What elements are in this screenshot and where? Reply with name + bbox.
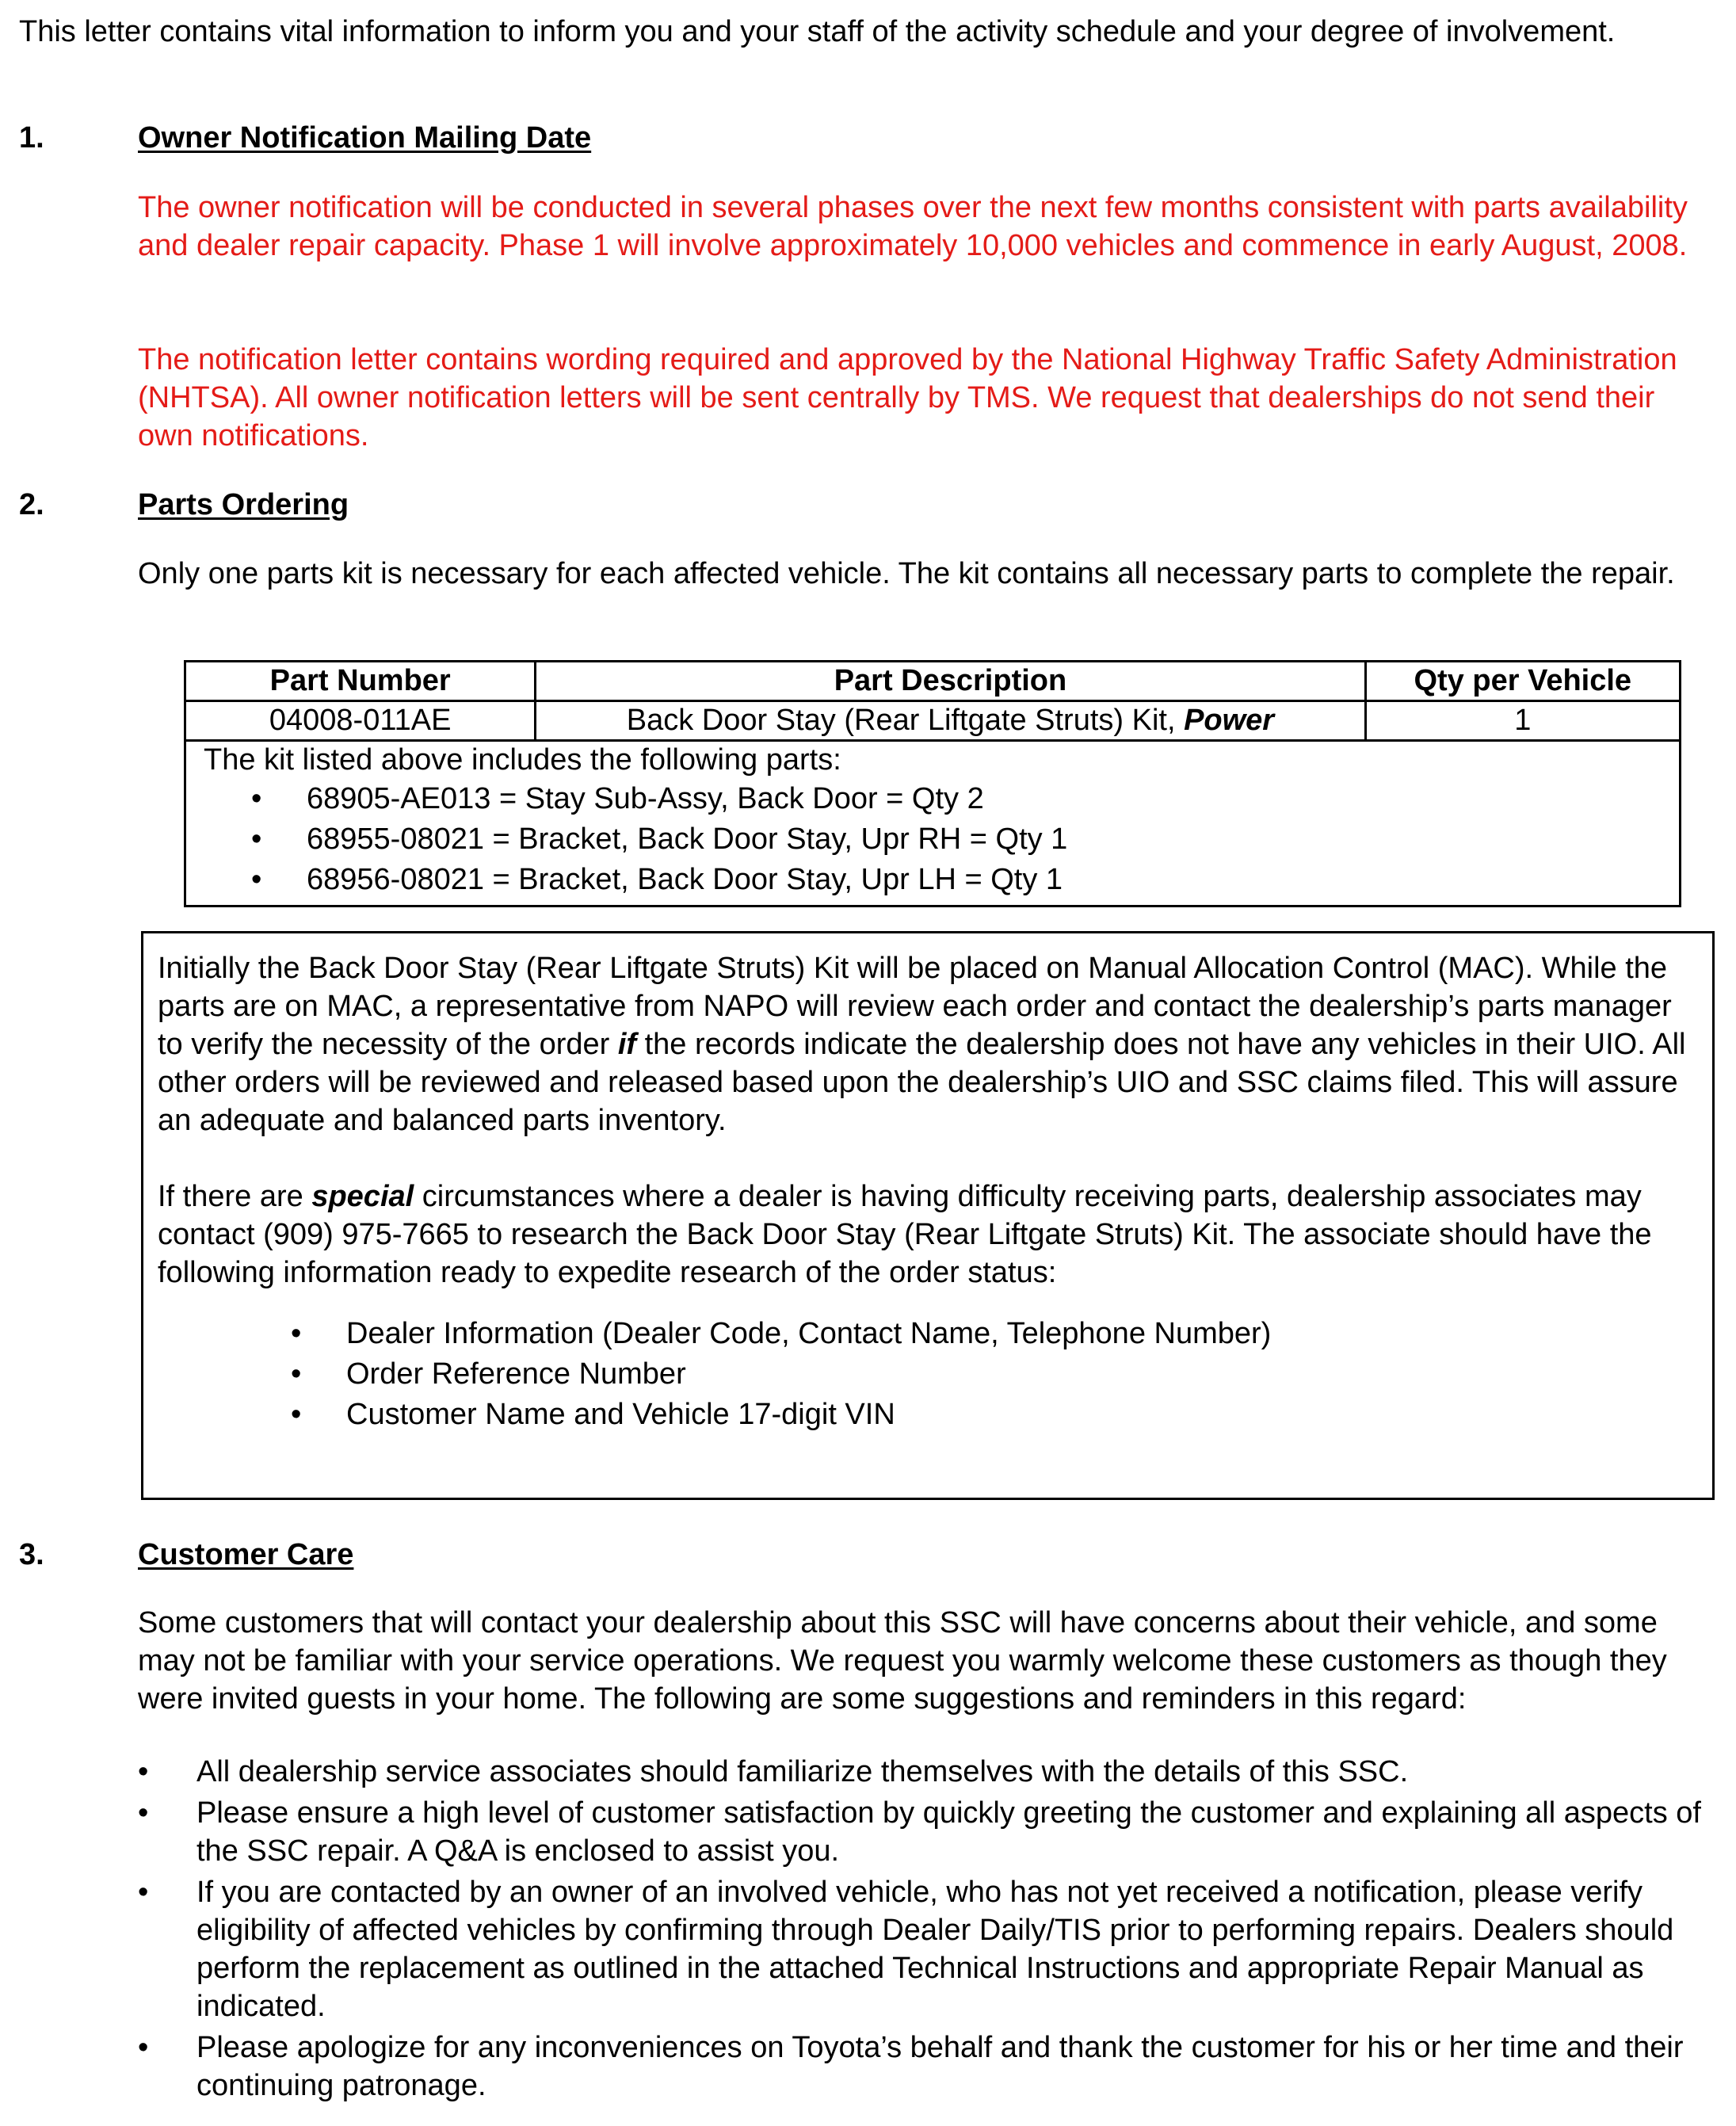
cell-part-number: 04008-011AE [185, 701, 536, 741]
cell-qty: 1 [1365, 701, 1680, 741]
list-item: • Please ensure a high level of customer satisfaction by quickly greeting the customer and explaining all aspects of the SSC repair. A Q&A is enclosed to assist you. [138, 1794, 1715, 1870]
list-item: • 68956-08021 = Bracket, Back Door Stay, Upr LH = Qty 1 [251, 860, 1679, 900]
list-item: • Dealer Information (Dealer Code, Contact Name, Telephone Number) [291, 1314, 1698, 1354]
parts-table-header-row [185, 662, 1681, 701]
section-1-paragraph-2: The notification letter contains wording required and approved by the National Highway Traffic Safety Administration (NHTSA). All owner notification letters will be sent centrally by TMS. We request that dealerships do not send their own notifications. [138, 343, 1677, 452]
list-item: • Order Reference Number [291, 1354, 1698, 1395]
list-item: • 68905-AE013 = Stay Sub-Assy, Back Door = Qty 2 [251, 779, 1679, 819]
intro-paragraph: This letter contains vital information to inform you and your staff of the activity schedule and your degree of involvement. [19, 15, 1616, 48]
kit-contents-row [185, 741, 1681, 907]
note-paragraph-1 [158, 949, 1703, 1139]
parts-table [184, 660, 1681, 907]
kit-item-list [204, 779, 1679, 900]
note-p2-text-b: circumstances where a dealer is having difficulty receiving parts, dealership associates may contact (909) 975-7665 to research the Back Door Stay (Rear Liftgate Struts) Kit. The associate should have the following information ready to expedite research of the order status: [158, 1180, 1652, 1289]
note-p1-text-b: the records indicate the dealership does not have any vehicles in their UIO. All other orders will be reviewed and released based upon the dealership’s UIO and SSC claims filed. This will assure an adequate and balanced parts inventory. [158, 1028, 1686, 1137]
section-3-paragraph: Some customers that will contact your dealership about this SSC will have concerns about their vehicle, and some may not be familiar with your service operations. We request you warmly welcome these customers as though they were invited guests in your home. The following are some suggestions and reminders in this regard: [138, 1606, 1667, 1716]
kit-contents-cell [185, 741, 1681, 907]
section-3-number: 3. [19, 1538, 44, 1571]
customer-care-list [138, 1753, 1715, 2108]
section-3-heading: Customer Care [138, 1538, 354, 1571]
header-qty-per-vehicle: Qty per Vehicle [1365, 662, 1680, 701]
description-text: Back Door Stay (Rear Liftgate Struts) Kit, [626, 704, 1185, 737]
note-item-list [158, 1314, 1698, 1435]
note-p2-text-a: If there are [158, 1180, 312, 1213]
section-2-heading: Parts Ordering [138, 488, 349, 521]
list-item: • 68955-08021 = Bracket, Back Door Stay, Upr RH = Qty 1 [251, 819, 1679, 860]
table-row [185, 701, 1681, 741]
kit-note: The kit listed above includes the following parts: [204, 743, 841, 777]
list-item: • All dealership service associates should familiarize themselves with the details of this SSC. [138, 1753, 1715, 1791]
section-2-paragraph: Only one parts kit is necessary for each affected vehicle. The kit contains all necessary parts to complete the repair. [138, 557, 1675, 590]
parts-allocation-note-box [141, 931, 1715, 1500]
list-item: • If you are contacted by an owner of an involved vehicle, who has not yet received a notification, please verify eligibility of affected vehicles by confirming through Dealer Daily/TIS prior to performing repairs. Dealers should perform the replacement as outlined in the attached Technical Instructions and appropriate Repair Manual as indicated. [138, 1873, 1715, 2025]
cell-part-description [536, 701, 1365, 741]
note-p1-emphasis: if [617, 1028, 637, 1061]
section-1-paragraph-1: The owner notification will be conducted in several phases over the next few months consistent with parts availability and dealer repair capacity. Phase 1 will involve approximately 10,000 vehicles and commence in early August, 2008. [138, 191, 1688, 262]
section-1-heading: Owner Notification Mailing Date [138, 121, 592, 155]
header-part-description: Part Description [536, 662, 1365, 701]
note-p1-text-a: Initially the Back Door Stay (Rear Liftgate Struts) Kit will be placed on Manual Allocation Control (MAC). While the parts are on MAC, a representative from NAPO will review each order and contact the dealership’s parts manager to verify the necessity of the order [158, 952, 1672, 1061]
note-paragraph-2 [158, 1178, 1703, 1292]
description-emphasis: Power [1184, 704, 1275, 737]
section-2-number: 2. [19, 488, 44, 521]
list-item: • Customer Name and Vehicle 17-digit VIN [291, 1395, 1698, 1435]
list-item: • Please apologize for any inconveniences on Toyota’s behalf and thank the customer for his or her time and their continuing patronage. [138, 2029, 1715, 2105]
header-part-number: Part Number [185, 662, 536, 701]
note-p2-emphasis: special [311, 1180, 414, 1213]
section-1-number: 1. [19, 121, 44, 155]
